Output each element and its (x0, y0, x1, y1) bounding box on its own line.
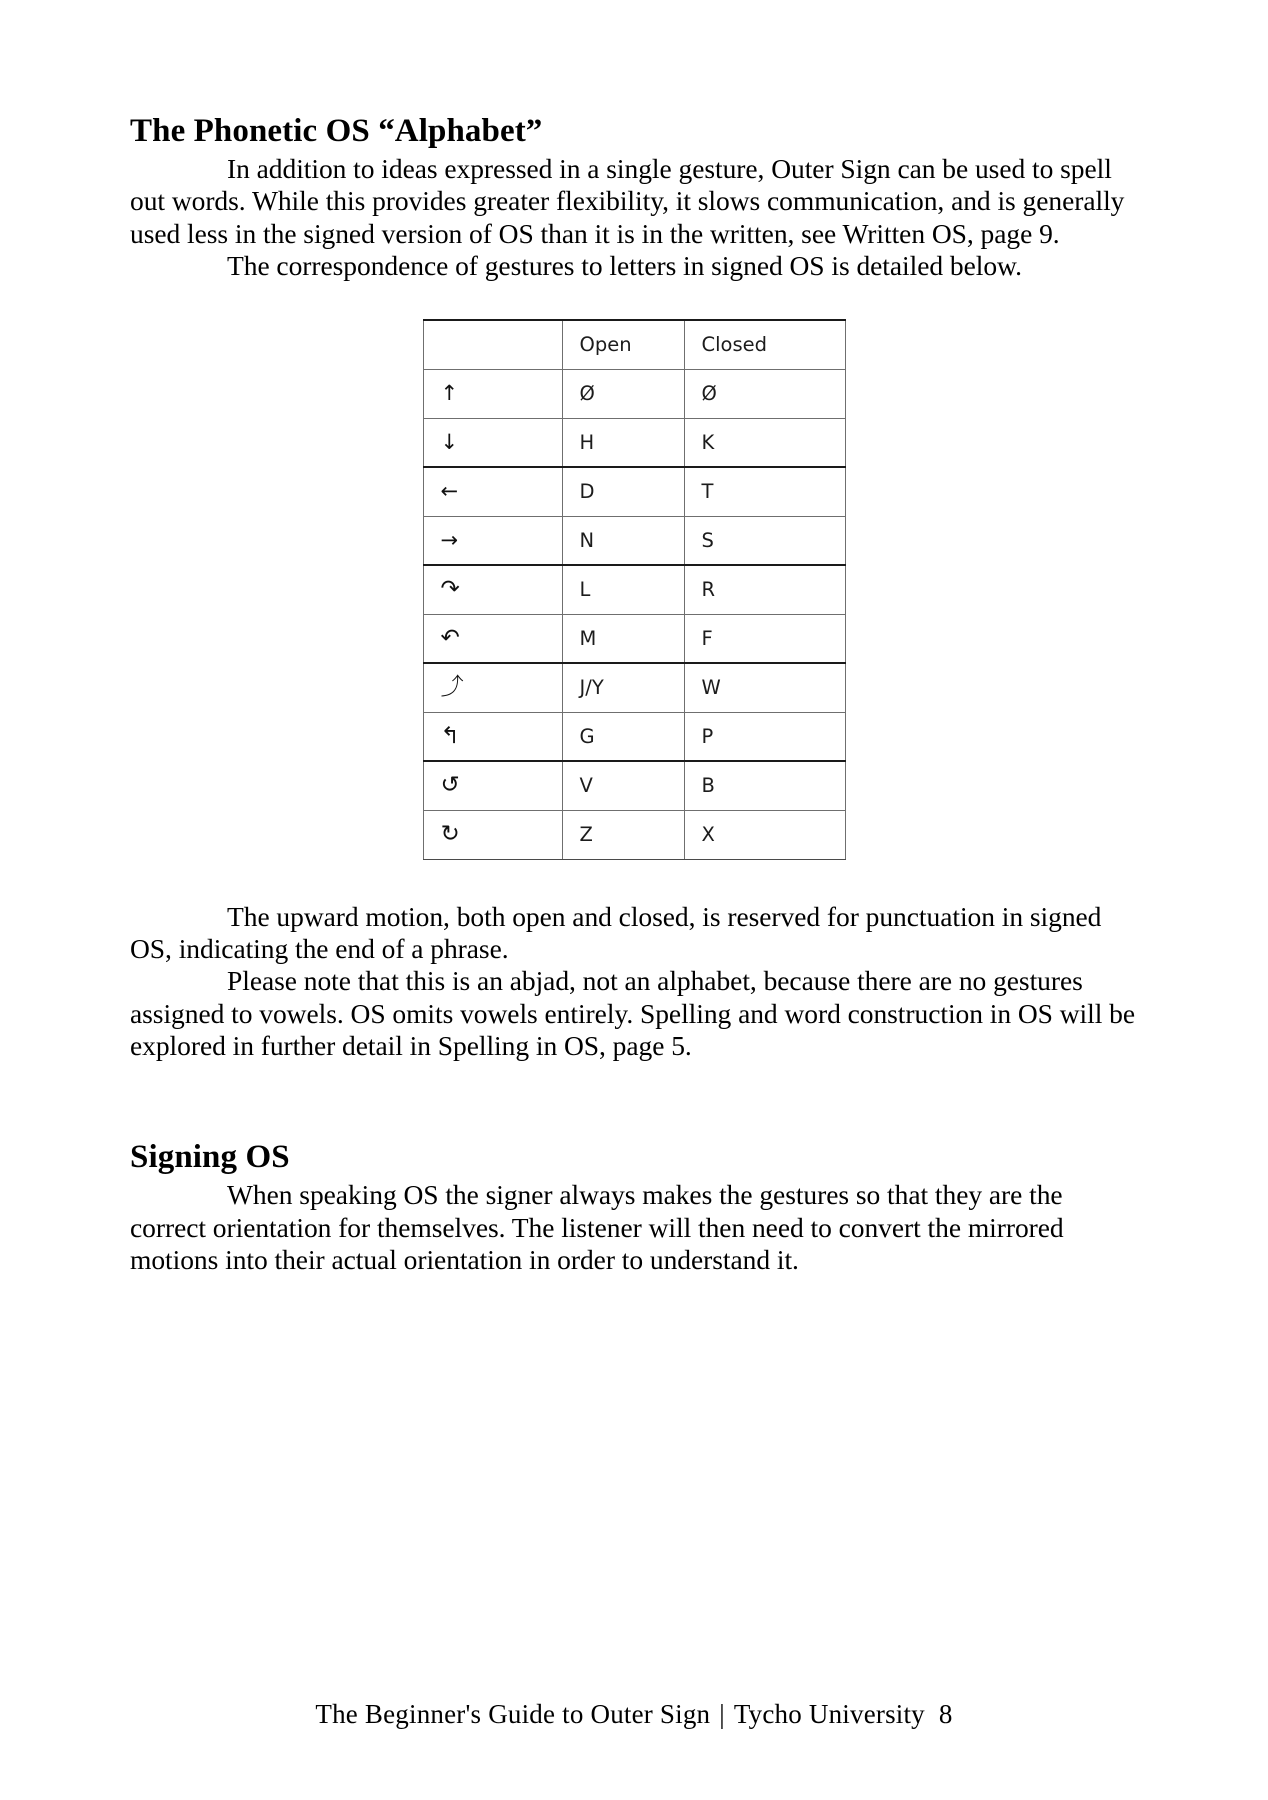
note-paragraph-abjad: Please note that this is an abjad, not an alphabet, because there are no gestures assigned to vowels. OS omits vowels entirely. Spelling and word construction in OS will be explored in further detail in Spelling in OS, page 5. (130, 965, 1136, 1061)
table-cell-open: Z (562, 810, 684, 859)
counterclockwise-circle-arrow-icon (423, 761, 562, 810)
footer-title: The Beginner's Guide to Outer Sign (315, 1699, 711, 1729)
table-header-closed: Closed (684, 320, 845, 369)
table-header-open: Open (562, 320, 684, 369)
table-row (423, 614, 845, 663)
table-cell-open: G (562, 712, 684, 761)
table-row (423, 712, 845, 761)
table-row (423, 663, 845, 712)
table-cell-open: Ø (562, 369, 684, 418)
hook-down-left-arrow-icon-glyph: ↶ (440, 624, 460, 651)
hook-down-right-arrow-icon-glyph: ↷ (440, 576, 460, 603)
table-cell-open: V (562, 761, 684, 810)
table-row (423, 467, 845, 516)
table-cell-open: H (562, 418, 684, 467)
table-cell-closed: B (684, 761, 845, 810)
table-cell-closed: R (684, 565, 845, 614)
table-cell-closed: K (684, 418, 845, 467)
table-cell-closed: F (684, 614, 845, 663)
signing-os-paragraph: When speaking OS the signer always makes the gestures so that they are the correct orientation for themselves. The listener will then need to convert the mirrored motions into their actual orientation in order to understand it. (130, 1179, 1064, 1275)
alphabet-table-container (130, 319, 1138, 860)
up-arrow-icon-glyph: ↑ (440, 381, 459, 406)
page-title: The Phonetic OS “Alphabet” (130, 113, 543, 149)
page-footer (0, 1699, 1268, 1730)
u-turn-up-right-arrow-icon-glyph: ↰ (440, 722, 460, 749)
table-cell-open: J/Y (562, 663, 684, 712)
table-row (423, 810, 845, 859)
left-arrow-icon (423, 467, 562, 516)
table-row (423, 369, 845, 418)
table-cell-open: D (562, 467, 684, 516)
note-paragraph-upward-motion: The upward motion, both open and closed, is reserved for punctuation in signed OS, indicating the end of a phrase. (130, 900, 1102, 964)
footer-page-number: 8 (938, 1699, 953, 1729)
right-arrow-icon-glyph: → (440, 527, 459, 552)
hook-down-left-arrow-icon (423, 614, 562, 663)
table-cell-open: L (562, 565, 684, 614)
hook-down-right-arrow-icon (423, 565, 562, 614)
table-row (423, 565, 845, 614)
intro-paragraph-1: In addition to ideas expressed in a single gesture, Outer Sign can be used to spell out words. While this provides greater flexibility, it slows communication, and is generally used less in the signed version of OS than it is in the written, see Written OS, page 9. (130, 152, 1125, 249)
table-cell-closed: S (684, 516, 845, 565)
down-arrow-icon-glyph: ↓ (440, 429, 459, 454)
clockwise-circle-arrow-icon-glyph: ↻ (440, 821, 460, 848)
table-cell-closed: T (684, 467, 845, 516)
alphabet-table (423, 319, 846, 860)
clockwise-circle-arrow-icon (423, 810, 562, 859)
up-arrow-icon (423, 369, 562, 418)
footer-organization: Tycho University (733, 1699, 925, 1729)
table-cell-closed: X (684, 810, 845, 859)
right-arrow-icon (423, 516, 562, 565)
table-row (423, 761, 845, 810)
arch-up-left-arrow-icon-glyph: ⤴ (440, 674, 464, 701)
table-cell-open: M (562, 614, 684, 663)
table-cell-closed: Ø (684, 369, 845, 418)
table-header-gesture (423, 320, 562, 369)
counterclockwise-circle-arrow-icon-glyph: ↺ (440, 772, 460, 799)
left-arrow-icon-glyph: ← (440, 479, 459, 504)
table-cell-open: N (562, 516, 684, 565)
table-row (423, 516, 845, 565)
arch-up-left-arrow-icon (423, 663, 562, 712)
intro-paragraph-2: The correspondence of gestures to letters in signed OS is detailed below. (227, 249, 1022, 281)
table-cell-closed: W (684, 663, 845, 712)
table-cell-closed: P (684, 712, 845, 761)
table-row (423, 418, 845, 467)
u-turn-up-right-arrow-icon (423, 712, 562, 761)
signing-os-heading: Signing OS (130, 1139, 290, 1176)
footer-separator: | (719, 1699, 725, 1729)
down-arrow-icon (423, 418, 562, 467)
